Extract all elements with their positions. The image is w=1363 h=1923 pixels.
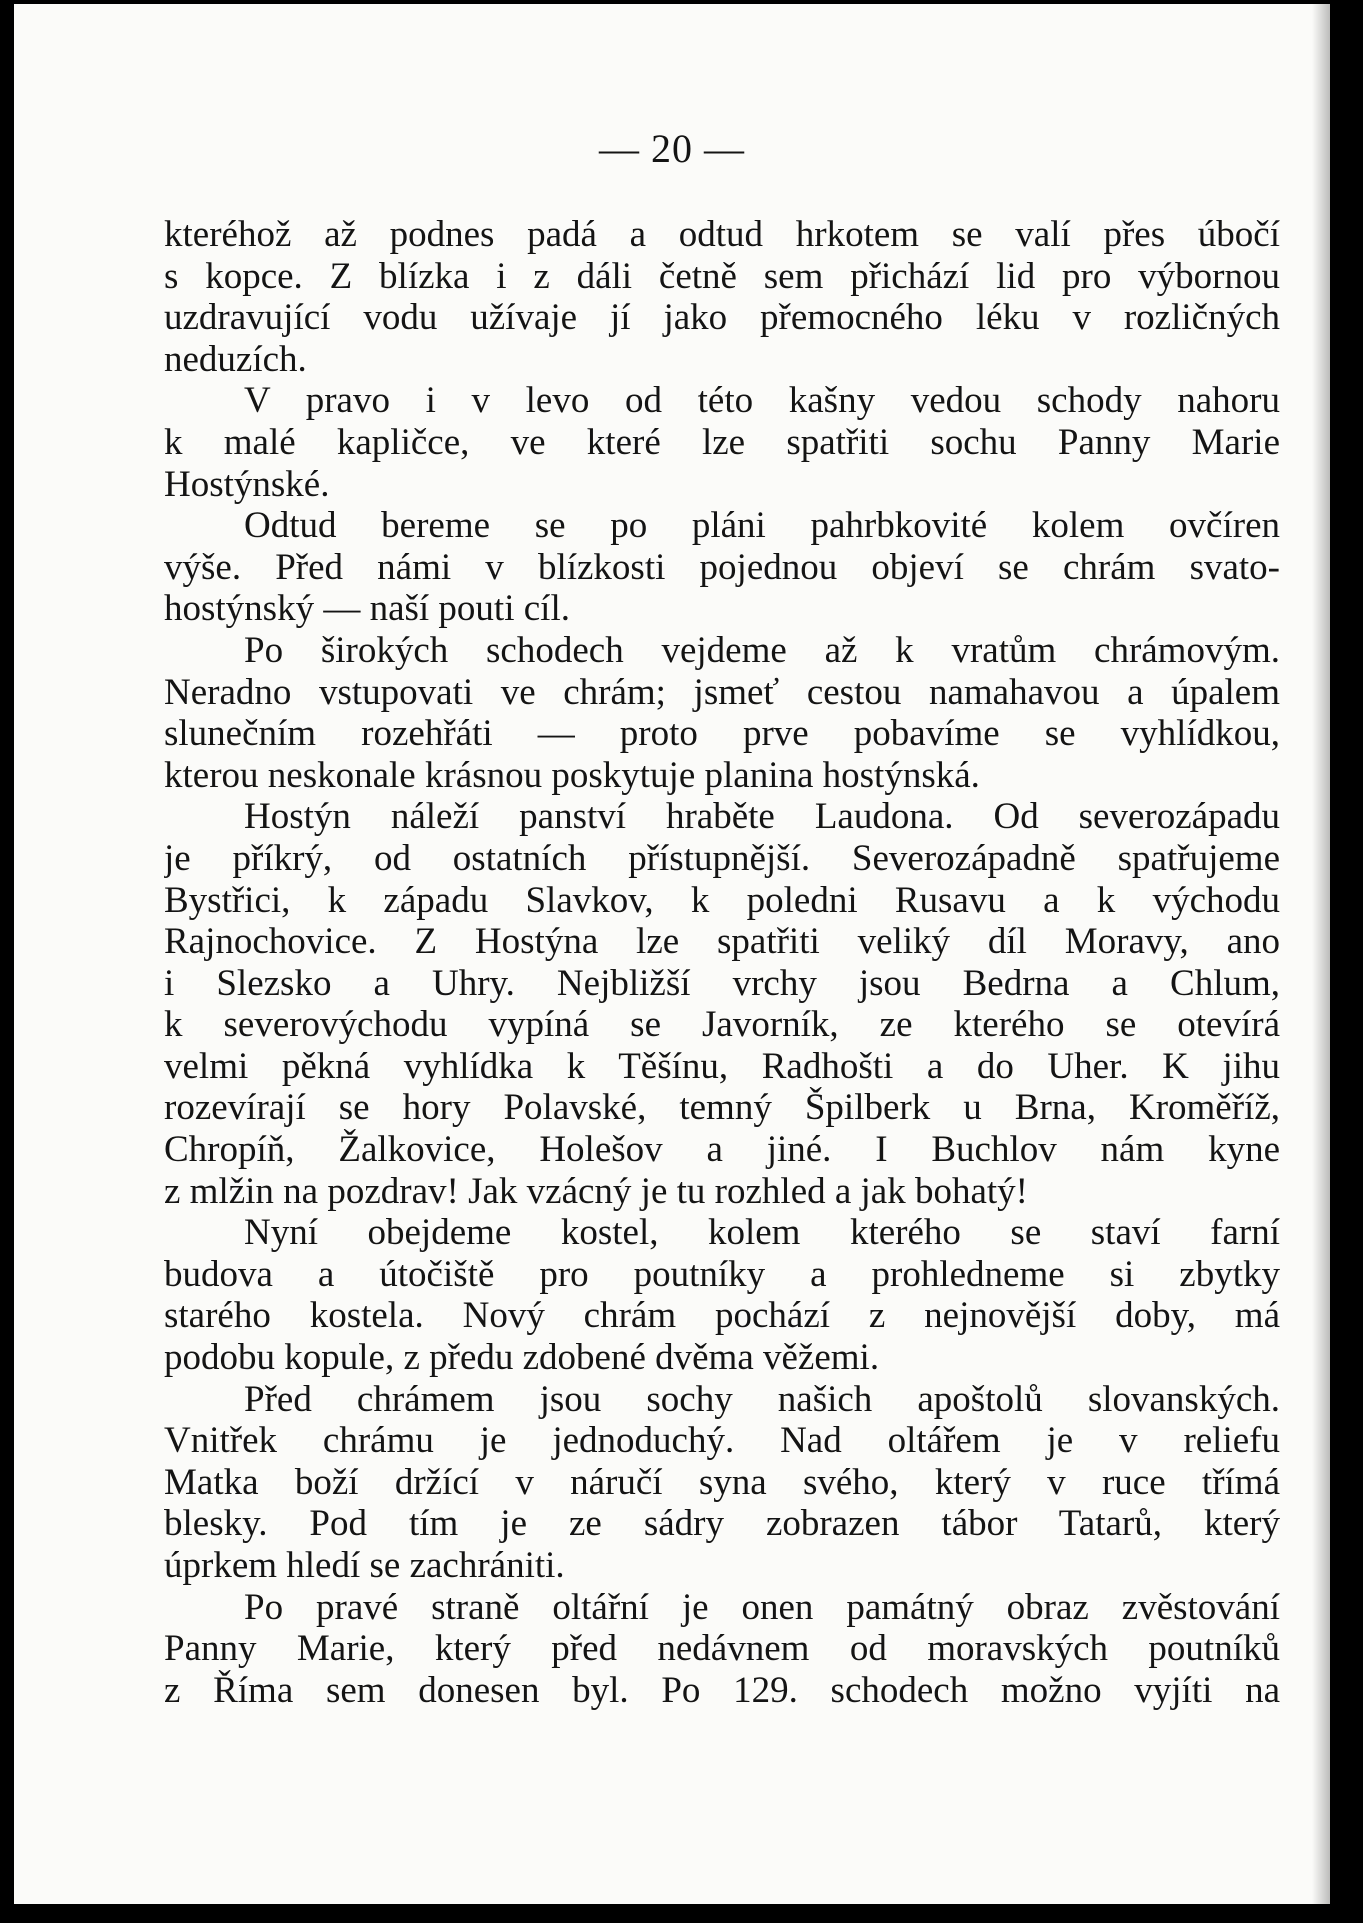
- text-line: slunečním rozehřáti — proto prve pobavíme se vyhlídkou,: [164, 713, 1280, 755]
- text-line: Rajnochovice. Z Hostýna lze spatřiti veliký díl Moravy, ano: [164, 921, 1280, 963]
- body-text: [164, 214, 1280, 1711]
- text-line: Vnitřek chrámu je jednoduchý. Nad oltářem je v reliefu: [164, 1420, 1280, 1462]
- text-line: Chropíň, Žalkovice, Holešov a jiné. I Buchlov nám kyne: [164, 1129, 1280, 1171]
- text-line: budova a útočiště pro poutníky a prohledneme si zbytky: [164, 1253, 1280, 1295]
- text-line: Matka boží držící v náručí syna svého, který v ruce třímá: [164, 1461, 1280, 1503]
- text-line: Neradno vstupovati ve chrám; jsmeť cestou namahavou a úpalem: [164, 671, 1280, 713]
- text-line: je příkrý, od ostatních přístupnější. Severozápadně spatřujeme: [164, 837, 1280, 879]
- book-page: [14, 4, 1330, 1904]
- text-line: podobu kopule, z předu zdobené dvěma věžemi.: [164, 1337, 880, 1379]
- text-line: hostýnský — naší pouti cíl.: [164, 588, 570, 630]
- text-line: Před chrámem jsou sochy našich apoštolů slovanských.: [244, 1378, 1280, 1420]
- text-line: i Slezsko a Uhry. Nejbližší vrchy jsou Bedrna a Chlum,: [164, 962, 1280, 1004]
- text-line: rozevírají se hory Polavské, temný Špilberk u Brna, Kroměříž,: [164, 1087, 1280, 1129]
- text-line: Hostýnské.: [164, 463, 330, 505]
- page-edge-shadow: [1312, 4, 1330, 1904]
- text-line: Odtud bereme se po pláni pahrbkovité kolem ovčíren: [244, 505, 1280, 547]
- text-line: kterou neskonale krásnou poskytuje planina hostýnská.: [164, 754, 980, 796]
- text-line: k malé kapličce, ve které lze spatřiti sochu Panny Marie: [164, 421, 1280, 463]
- text-line: výše. Před námi v blízkosti pojednou objeví se chrám svato-: [164, 546, 1280, 588]
- text-line: úprkem hledí se zachrániti.: [164, 1545, 565, 1586]
- text-line: Bystřici, k západu Slavkov, k poledni Rusavu a k východu: [164, 879, 1280, 921]
- text-line: neduzích.: [164, 338, 307, 380]
- text-line: z Říma sem donesen byl. Po 129. schodech možno vyjíti na: [164, 1669, 1280, 1711]
- text-line: velmi pěkná vyhlídka k Těšínu, Radhošti a do Uher. K jihu: [164, 1045, 1280, 1087]
- text-line: k severovýchodu vypíná se Javorník, ze kterého se otevírá: [164, 1004, 1280, 1046]
- text-line: Hostýn náleží panství hraběte Laudona. Od severozápadu: [244, 796, 1280, 838]
- text-line: V pravo i v levo od této kašny vedou schody nahoru: [244, 380, 1280, 422]
- text-line: kteréhož až podnes padá a odtud hrkotem se valí přes úbočí: [164, 214, 1280, 255]
- text-line: z mlžin na pozdrav! Jak vzácný je tu rozhled a jak bohatý!: [164, 1170, 1029, 1212]
- page-number: — 20 —: [599, 126, 745, 171]
- text-line: s kopce. Z blízka i z dáli četně sem přichází lid pro výbornou: [164, 255, 1280, 297]
- text-line: blesky. Pod tím je ze sádry zobrazen tábor Tatarů, který: [164, 1503, 1280, 1545]
- text-line: starého kostela. Nový chrám pochází z nejnovější doby, má: [164, 1295, 1280, 1337]
- text-line: Nyní obejdeme kostel, kolem kterého se staví farní: [244, 1212, 1280, 1254]
- text-line: Panny Marie, který před nedávnem od moravských poutníků: [164, 1628, 1280, 1670]
- text-line: uzdravující vodu užívaje jí jako přemocného léku v rozličných: [164, 297, 1280, 339]
- text-line: Po širokých schodech vejdeme až k vratům chrámovým.: [244, 629, 1280, 671]
- text-line: Po pravé straně oltářní je onen památný obraz zvěstování: [244, 1586, 1280, 1628]
